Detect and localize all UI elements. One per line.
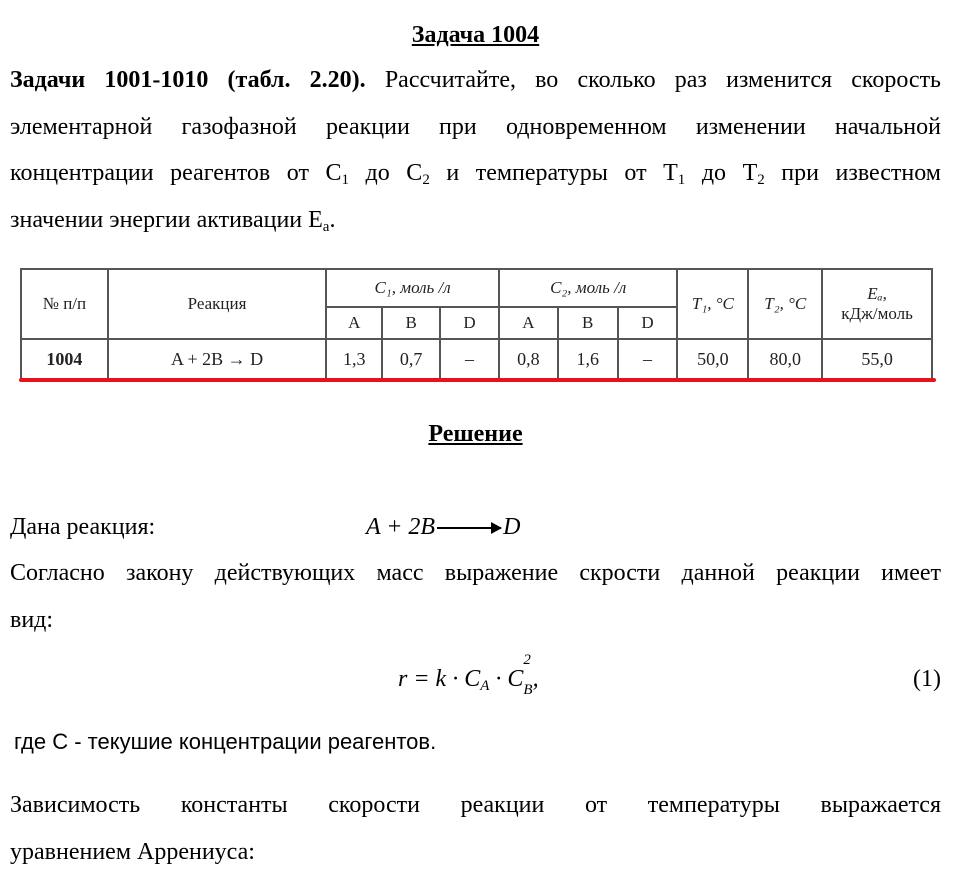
header-num: № п/п xyxy=(21,269,108,339)
data-table xyxy=(20,268,933,380)
header-c1-b: B xyxy=(382,307,440,339)
header-t2: T₂, °C xyxy=(748,269,822,339)
given-label: Дана реакция: xyxy=(10,514,156,540)
header-c1-a: A xyxy=(326,307,382,339)
cell-t1: 50,0 xyxy=(677,339,748,379)
table-row xyxy=(21,339,932,379)
problem-statement xyxy=(10,57,941,243)
header-c2-d: D xyxy=(618,307,678,339)
given-reaction: A + 2B D xyxy=(366,514,521,540)
cell-c1-b: 0,7 xyxy=(382,339,440,379)
header-c1: C₁, моль /л xyxy=(326,269,499,307)
reaction-arrow-icon xyxy=(437,527,501,529)
solution-title: Решение xyxy=(428,421,523,447)
cell-c1-a: 1,3 xyxy=(326,339,382,379)
cell-reaction: A + 2B → D xyxy=(108,339,326,379)
cell-t2: 80,0 xyxy=(748,339,822,379)
statement-line-3: концентрации реагентов от $C_1$ до $C_2$ и температуры от $T_1$ до $T_2$ при известном xyxy=(10,160,941,188)
header-ea: Eₐ, кДж/моль xyxy=(822,269,932,339)
mass-law-text: Согласно закону действующих масс выражение скрости данной реакции имеет вид: xyxy=(10,560,941,633)
statement-line-2: элементарной газофазной реакции при одновременном изменении начальной xyxy=(10,113,941,140)
red-underline xyxy=(19,378,936,382)
equation-1: $r = k \cdot C_A \cdot C$ 2 $_B$, xyxy=(398,652,539,698)
header-c2: C₂, моль /л xyxy=(499,269,678,307)
header-c2-a: A xyxy=(499,307,558,339)
where-note: где C - текушие концентрации реагентов. xyxy=(14,729,437,754)
cell-c2-b: 1,6 xyxy=(558,339,618,379)
header-t1: T₁, °C xyxy=(677,269,748,339)
statement-line-4: значении энергии активации $E_a$. xyxy=(10,206,336,235)
header-c2-b: B xyxy=(558,307,618,339)
problem-title: Задача 1004 xyxy=(411,22,540,48)
equation-number: (1) xyxy=(913,666,941,692)
cell-ea: 55,0 xyxy=(822,339,932,379)
header-c1-d: D xyxy=(440,307,499,339)
cell-num: 1004 xyxy=(21,339,108,379)
cell-c2-d: – xyxy=(618,339,678,379)
cell-c2-a: 0,8 xyxy=(499,339,558,379)
statement-line-1: Задачи 1001-1010 (табл. 2.20). Рассчитайте, во сколько раз изменится скорость xyxy=(10,67,942,93)
arrhenius-text: Зависимость константы скорости реакции от температуры выражается уравнением Аррениуса: xyxy=(10,792,941,865)
data-table-image xyxy=(20,268,933,380)
problem-range-label: Задачи 1001-1010 (табл. 2.20). xyxy=(10,67,366,93)
header-reaction: Реакция xyxy=(108,269,326,339)
cell-c1-d: – xyxy=(440,339,499,379)
